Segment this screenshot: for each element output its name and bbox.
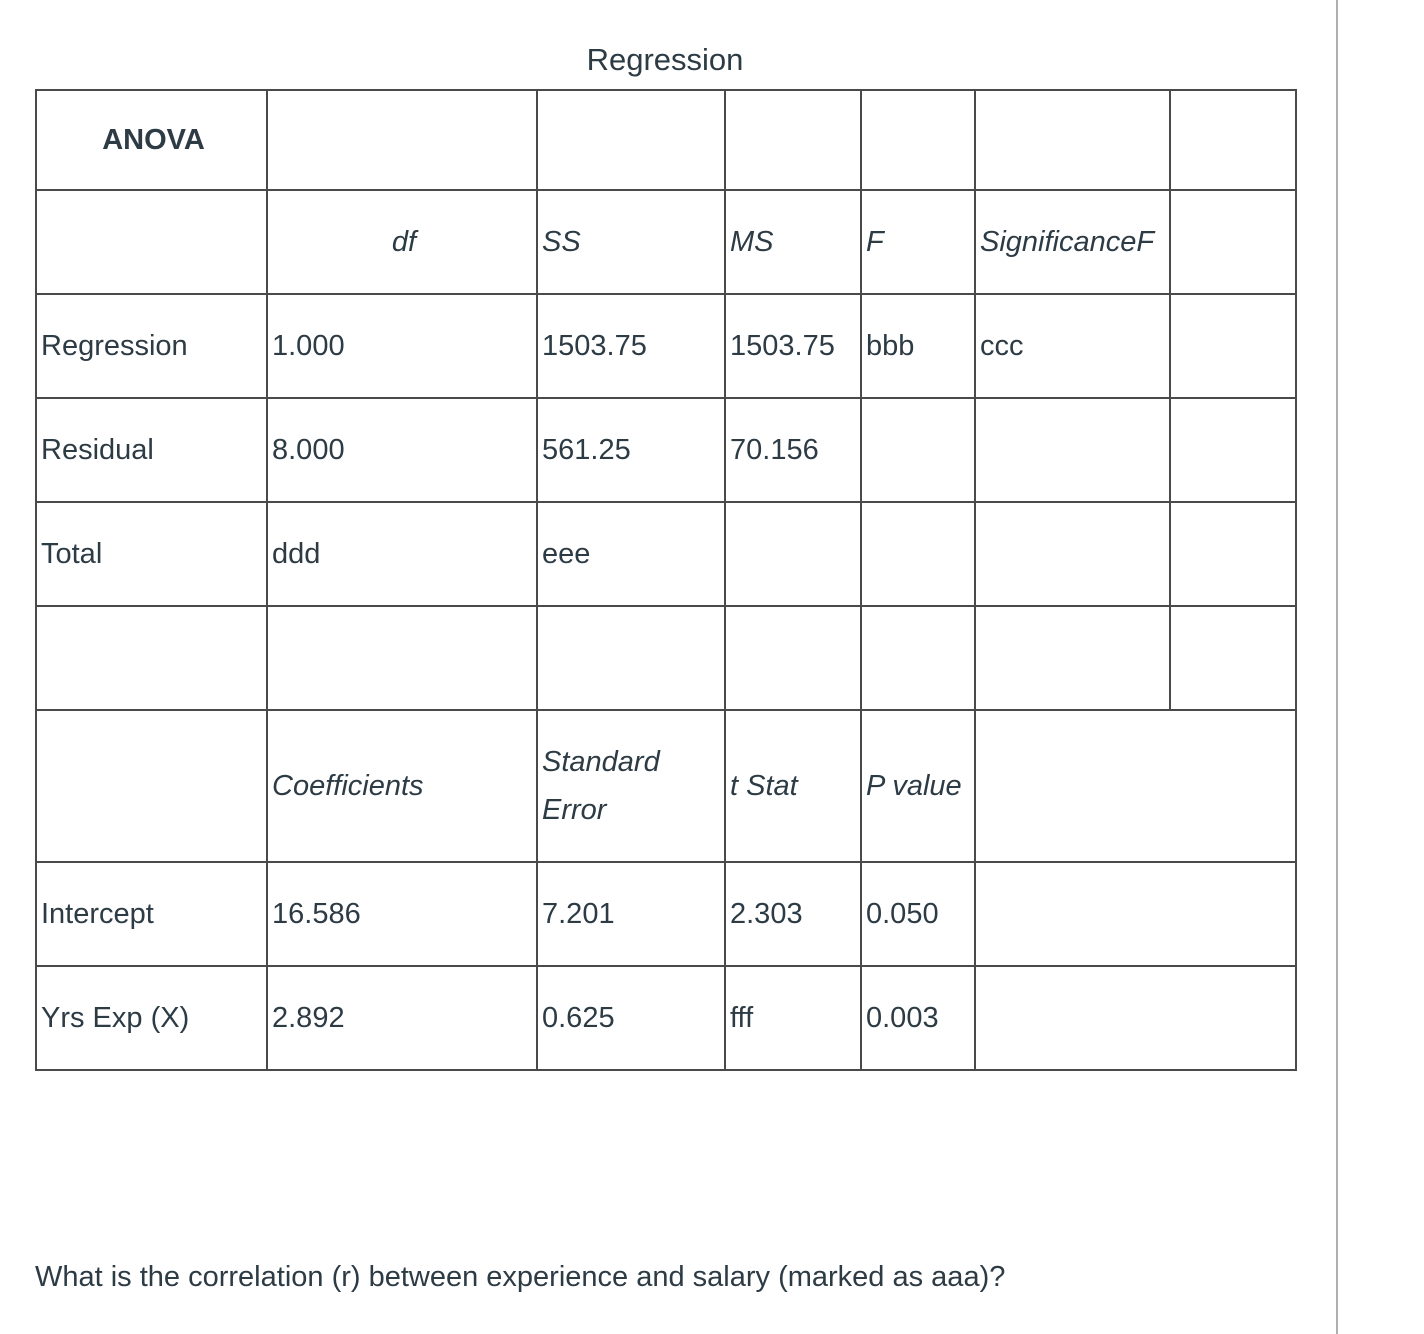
- empty-cell: [861, 90, 975, 190]
- empty-cell: [267, 606, 537, 710]
- ss-value: 561.25: [537, 398, 725, 502]
- row-label: Total: [36, 502, 267, 606]
- header-standard-error-line1: Standard: [542, 746, 660, 778]
- standard-error-value: 0.625: [537, 966, 725, 1070]
- t-stat-value: 2.303: [725, 862, 861, 966]
- p-value-value: 0.050: [861, 862, 975, 966]
- empty-cell: [267, 90, 537, 190]
- page-divider: [1336, 0, 1338, 1334]
- empty-cell: [975, 710, 1296, 862]
- header-ss: SS: [537, 190, 725, 294]
- coefficients-row-yrs-exp: [36, 966, 1296, 1070]
- empty-cell: [1170, 294, 1296, 398]
- question-text: What is the correlation (r) between experience and salary (marked as aaa)?: [35, 1261, 1006, 1293]
- significance-f-value: ccc: [975, 294, 1170, 398]
- coefficient-value: 2.892: [267, 966, 537, 1070]
- header-standard-error: [537, 710, 725, 862]
- empty-cell: [36, 606, 267, 710]
- coefficients-row-intercept: [36, 862, 1296, 966]
- empty-cell: [537, 90, 725, 190]
- significance-f-value: [975, 398, 1170, 502]
- df-value: 8.000: [267, 398, 537, 502]
- empty-cell: [36, 190, 267, 294]
- table-title: Regression: [586, 42, 744, 77]
- anova-row-residual: [36, 398, 1296, 502]
- significance-f-value: [975, 502, 1170, 606]
- p-value-value: 0.003: [861, 966, 975, 1070]
- row-label: Yrs Exp (X): [36, 966, 267, 1070]
- header-t-stat: t Stat: [725, 710, 861, 862]
- empty-cell: [36, 710, 267, 862]
- header-significance-f: SignificanceF: [975, 190, 1170, 294]
- standard-error-value: 7.201: [537, 862, 725, 966]
- anova-heading: ANOVA: [36, 90, 267, 190]
- empty-cell: [861, 606, 975, 710]
- row-label: Regression: [36, 294, 267, 398]
- t-stat-value: fff: [725, 966, 861, 1070]
- empty-cell: [975, 606, 1170, 710]
- empty-cell: [975, 90, 1170, 190]
- ms-value: 70.156: [725, 398, 861, 502]
- anova-header-row: [36, 190, 1296, 294]
- row-label: Residual: [36, 398, 267, 502]
- regression-output-table: [35, 89, 1297, 1071]
- header-df: df: [267, 190, 537, 294]
- empty-cell: [537, 606, 725, 710]
- header-standard-error-line2: Error: [542, 794, 607, 826]
- empty-cell: [1170, 90, 1296, 190]
- ms-value: 1503.75: [725, 294, 861, 398]
- spacer-row: [36, 606, 1296, 710]
- empty-cell: [1170, 190, 1296, 294]
- empty-cell: [1170, 502, 1296, 606]
- anova-title-row: [36, 90, 1296, 190]
- header-p-value: P value: [861, 710, 975, 862]
- empty-cell: [725, 606, 861, 710]
- f-value: [861, 502, 975, 606]
- row-label: Intercept: [36, 862, 267, 966]
- header-f: F: [861, 190, 975, 294]
- header-coefficients: Coefficients: [267, 710, 537, 862]
- coefficients-header-row: [36, 710, 1296, 862]
- empty-cell: [1170, 606, 1296, 710]
- empty-cell: [725, 90, 861, 190]
- anova-row-total: [36, 502, 1296, 606]
- f-value: [861, 398, 975, 502]
- coefficient-value: 16.586: [267, 862, 537, 966]
- empty-cell: [975, 966, 1296, 1070]
- df-value: ddd: [267, 502, 537, 606]
- f-value: bbb: [861, 294, 975, 398]
- df-value: 1.000: [267, 294, 537, 398]
- header-ms: MS: [725, 190, 861, 294]
- ms-value: [725, 502, 861, 606]
- empty-cell: [975, 862, 1296, 966]
- anova-row-regression: [36, 294, 1296, 398]
- empty-cell: [1170, 398, 1296, 502]
- ss-value: 1503.75: [537, 294, 725, 398]
- ss-value: eee: [537, 502, 725, 606]
